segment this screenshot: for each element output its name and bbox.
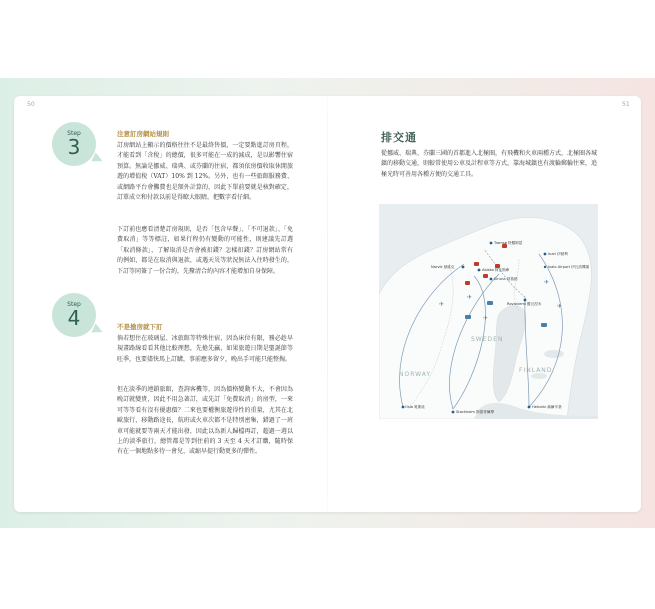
city-marker [490, 242, 493, 245]
city-ivalo: Ivalo Airport 伊瓦洛機場 [548, 265, 590, 269]
section-intro: 從挪威、瑞典、芬蘭三國的首都進入北極圈，有飛機和火車兩種方式，北極圈各城鎮的移動交通，則較常使用公車及計程車等方式，靠海城鎮也有渡輪郵輪往來，追極光時可善用各種方便的交通工具。 [381, 150, 597, 178]
step-label: Step [67, 130, 81, 137]
step-label: Step [67, 301, 81, 308]
plane-icon: ✈ [467, 294, 473, 301]
city-marker [402, 406, 405, 409]
plane-icon: ✈ [544, 279, 550, 286]
step-3-badge [52, 122, 96, 166]
city-helsinki: Helsinki 赫爾辛基 [532, 405, 562, 409]
lake [544, 350, 564, 358]
step-3-heading: 注意訂房網站規則 [117, 130, 169, 138]
train-icon [474, 262, 479, 266]
left-page-number: 50 [27, 101, 35, 108]
city-marker [462, 266, 465, 269]
city-abisko: Abisko 阿比斯庫 [482, 268, 510, 272]
bus-icon [487, 301, 493, 305]
right-page-number: 51 [622, 101, 630, 108]
step-3-paragraph-1: 訂房網站上顯示的價格往往不是最終售價，一定要點進訂房頁程，才能看到「含稅」的總價，很多可能在一成的減成，是以影響住宿預算。無論是挪威、瑞典、或芬蘭的住宿，都須依房價收取休閒旅遊的增值稅（VAT）10% 到 12%。另外，也有一些旅館服務費、或網路平台會攤費也是額外計算的，因此下單前要就是核對確定，訂單成立和付款以前是得瞭大眼睛，把數字看仔細。 [117, 142, 293, 202]
map-svg [379, 204, 598, 419]
transport-map [379, 204, 598, 419]
train-icon [465, 281, 470, 285]
step-3-paragraph-2: 下訂前也應看清楚訂房規則，是否「包含早餐」、「不可退款」、「免費取消」等等標註，如果行程仍有變動的可能性，則建議先訂選「取消條款」，了解取消是否會被扣錢？怎樣扣錢？訂房網站常有的例如，都是在取消與退款，或遇天災等狀況無法入住時發生的，下訂等同簽了一份合約，先釐清合約內容才能增加自身保障。 [117, 226, 293, 275]
plane-icon: ✈ [439, 301, 445, 308]
city-tromso: Tromsø 特羅姆瑟 [494, 241, 523, 245]
plane-icon: ✈ [557, 303, 563, 310]
city-marker [544, 266, 546, 268]
step-4-heading: 不是搶房就下訂 [117, 323, 163, 331]
book-gutter [327, 96, 328, 512]
city-marker [490, 278, 493, 281]
city-rovaniemi: Rovaniemi 羅瓦涅米 [507, 302, 542, 306]
step-number: 3 [67, 135, 81, 159]
step-4-badge [52, 293, 96, 337]
city-marker [544, 253, 547, 256]
plane-icon: ✈ [483, 315, 489, 322]
city-marker [478, 269, 481, 272]
city-narvik: Narvik 納維克 [431, 265, 455, 269]
city-marker [528, 406, 531, 409]
country-norway: NORWAY [399, 371, 432, 378]
step-4-paragraph-1: 倘若想住在玻璃屋、冰旅館等特殊住宿，因為床位有限，務必趁早規畫路線看看其他比較理想，先搶先贏，如果旅遊日期是聖誕節等旺季，也要儘快馬上訂購，事前應多留夕，晚出手可能只能整掏。 [117, 335, 293, 363]
bus-icon [465, 315, 471, 319]
section-title: 排交通 [381, 131, 417, 144]
step-4-paragraph-2: 但在淡季的連鎖旅館，查詢客機等，因為價格變動不大，不會因為晚訂就變貴，因此不用急著訂，或先訂「免費取消」的房型，一來可等等看有沒有優惠價？二來也要權衡旅遊得性的重量，尤其在北歐旅行，移動路途長，航班或火車次都不是特別密集，錯過了一班車可能就要等兩天才能出發，因此以為新人歸檔再訂，超過一週以上的淡季旅行，總管都是等到住前的 3 天至 4 天才訂購，隨時保有在一個地點多待一會兒、或縮早提行動更多的彈性。 [117, 386, 293, 456]
city-marker [452, 411, 455, 414]
city-stockholm: Stockholm 斯德哥爾摩 [456, 410, 495, 414]
city-kiruna: Kiruna 基魯納 [494, 277, 518, 281]
city-oslo: Oslo 奧斯陸 [405, 405, 425, 409]
step-number: 4 [67, 306, 81, 330]
city-inari: Inari 伊納利 [548, 252, 568, 256]
train-icon [483, 274, 488, 278]
bus-icon [541, 323, 547, 327]
city-marker [524, 299, 527, 302]
country-finland: FINLAND [519, 367, 553, 374]
country-sweden: SWEDEN [471, 336, 504, 343]
